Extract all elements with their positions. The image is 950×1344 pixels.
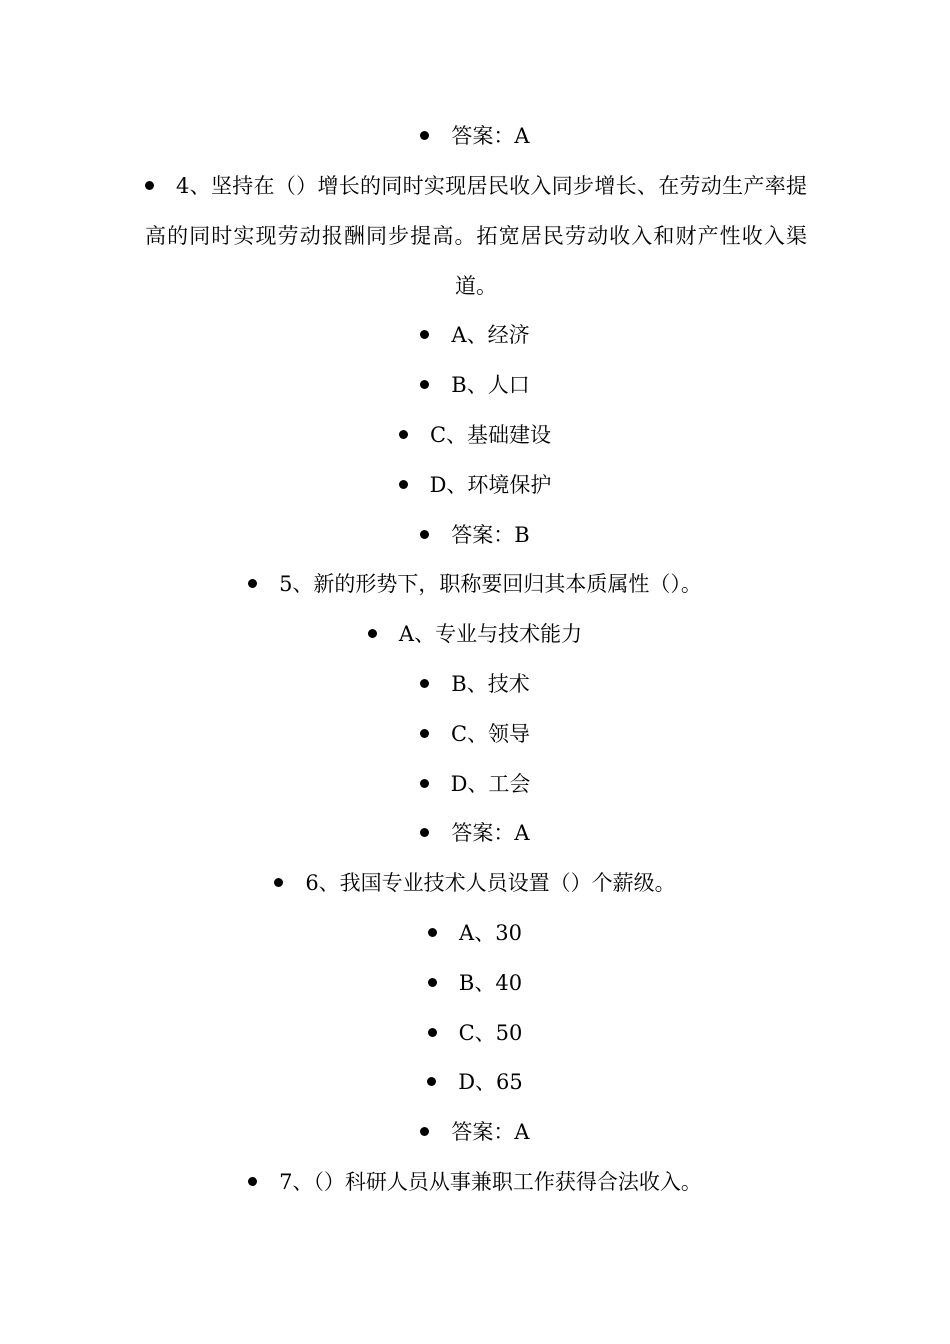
option-text: B、人口 [451,373,530,397]
option-text: C、50 [458,1021,523,1045]
list-item [0,121,950,151]
bullet-icon [420,330,429,339]
list-item [0,669,950,699]
bullet-icon [420,779,429,788]
list-item [0,619,950,649]
answer-text: 答案：A [451,1120,530,1144]
list-item [0,320,950,350]
option-text: A、30 [459,921,522,945]
option-text: A、经济 [451,323,530,347]
bullet-icon [248,579,257,588]
bullet-icon [145,181,154,190]
bullet-icon [420,1127,429,1136]
question-text: 7、（）科研人员从事兼职工作获得合法收入。 [279,1170,702,1194]
list-item [0,719,950,749]
option-text: B、40 [458,971,523,995]
answer-text: 答案：A [451,124,530,148]
list-item [0,968,950,998]
list-item [0,818,950,848]
bullet-icon [420,828,429,837]
list-item [0,769,950,799]
list-item [0,520,950,550]
question-text: 4、坚持在（）增长的同时实现居民收入同步增长、在劳动生产率提高的同时实现劳动报酬同步提高。拓宽居民劳动收入和财产性收入渠道。 [145,174,807,298]
list-item [0,1067,950,1097]
list-item [0,1018,950,1048]
list-item [0,420,950,450]
option-text: D、环境保护 [429,473,552,497]
option-text: D、65 [458,1070,523,1094]
question-text: 6、我国专业技术人员设置（）个薪级。 [305,871,676,895]
bullet-icon [420,530,429,539]
option-text: C、领导 [450,722,531,746]
bullet-icon [420,131,429,140]
bullet-icon [420,729,429,738]
list-item [0,1117,950,1147]
list-item [0,370,950,400]
option-text: D、工会 [450,772,531,796]
list-item [0,1167,950,1197]
answer-text: 答案：B [451,523,530,547]
bullet-icon [420,679,429,688]
bullet-icon [399,480,408,489]
bullet-icon [399,430,408,439]
answer-text: 答案：A [451,821,530,845]
bullet-icon [428,928,437,937]
option-text: A、专业与技术能力 [398,622,583,646]
bullet-icon [274,878,283,887]
list-item [0,918,950,948]
bullet-icon [427,1077,436,1086]
list-item [0,868,950,898]
list-item [0,470,950,500]
bullet-icon [420,380,429,389]
bullet-icon [248,1177,257,1186]
list-item [0,569,950,599]
bullet-icon [428,1028,437,1037]
list-item [145,161,807,311]
bullet-icon [428,978,437,987]
question-text: 5、新的形势下，职称要回归其本质属性（）。 [279,572,702,596]
option-text: B、技术 [451,672,530,696]
option-text: C、基础建设 [429,423,552,447]
bullet-icon [368,629,377,638]
